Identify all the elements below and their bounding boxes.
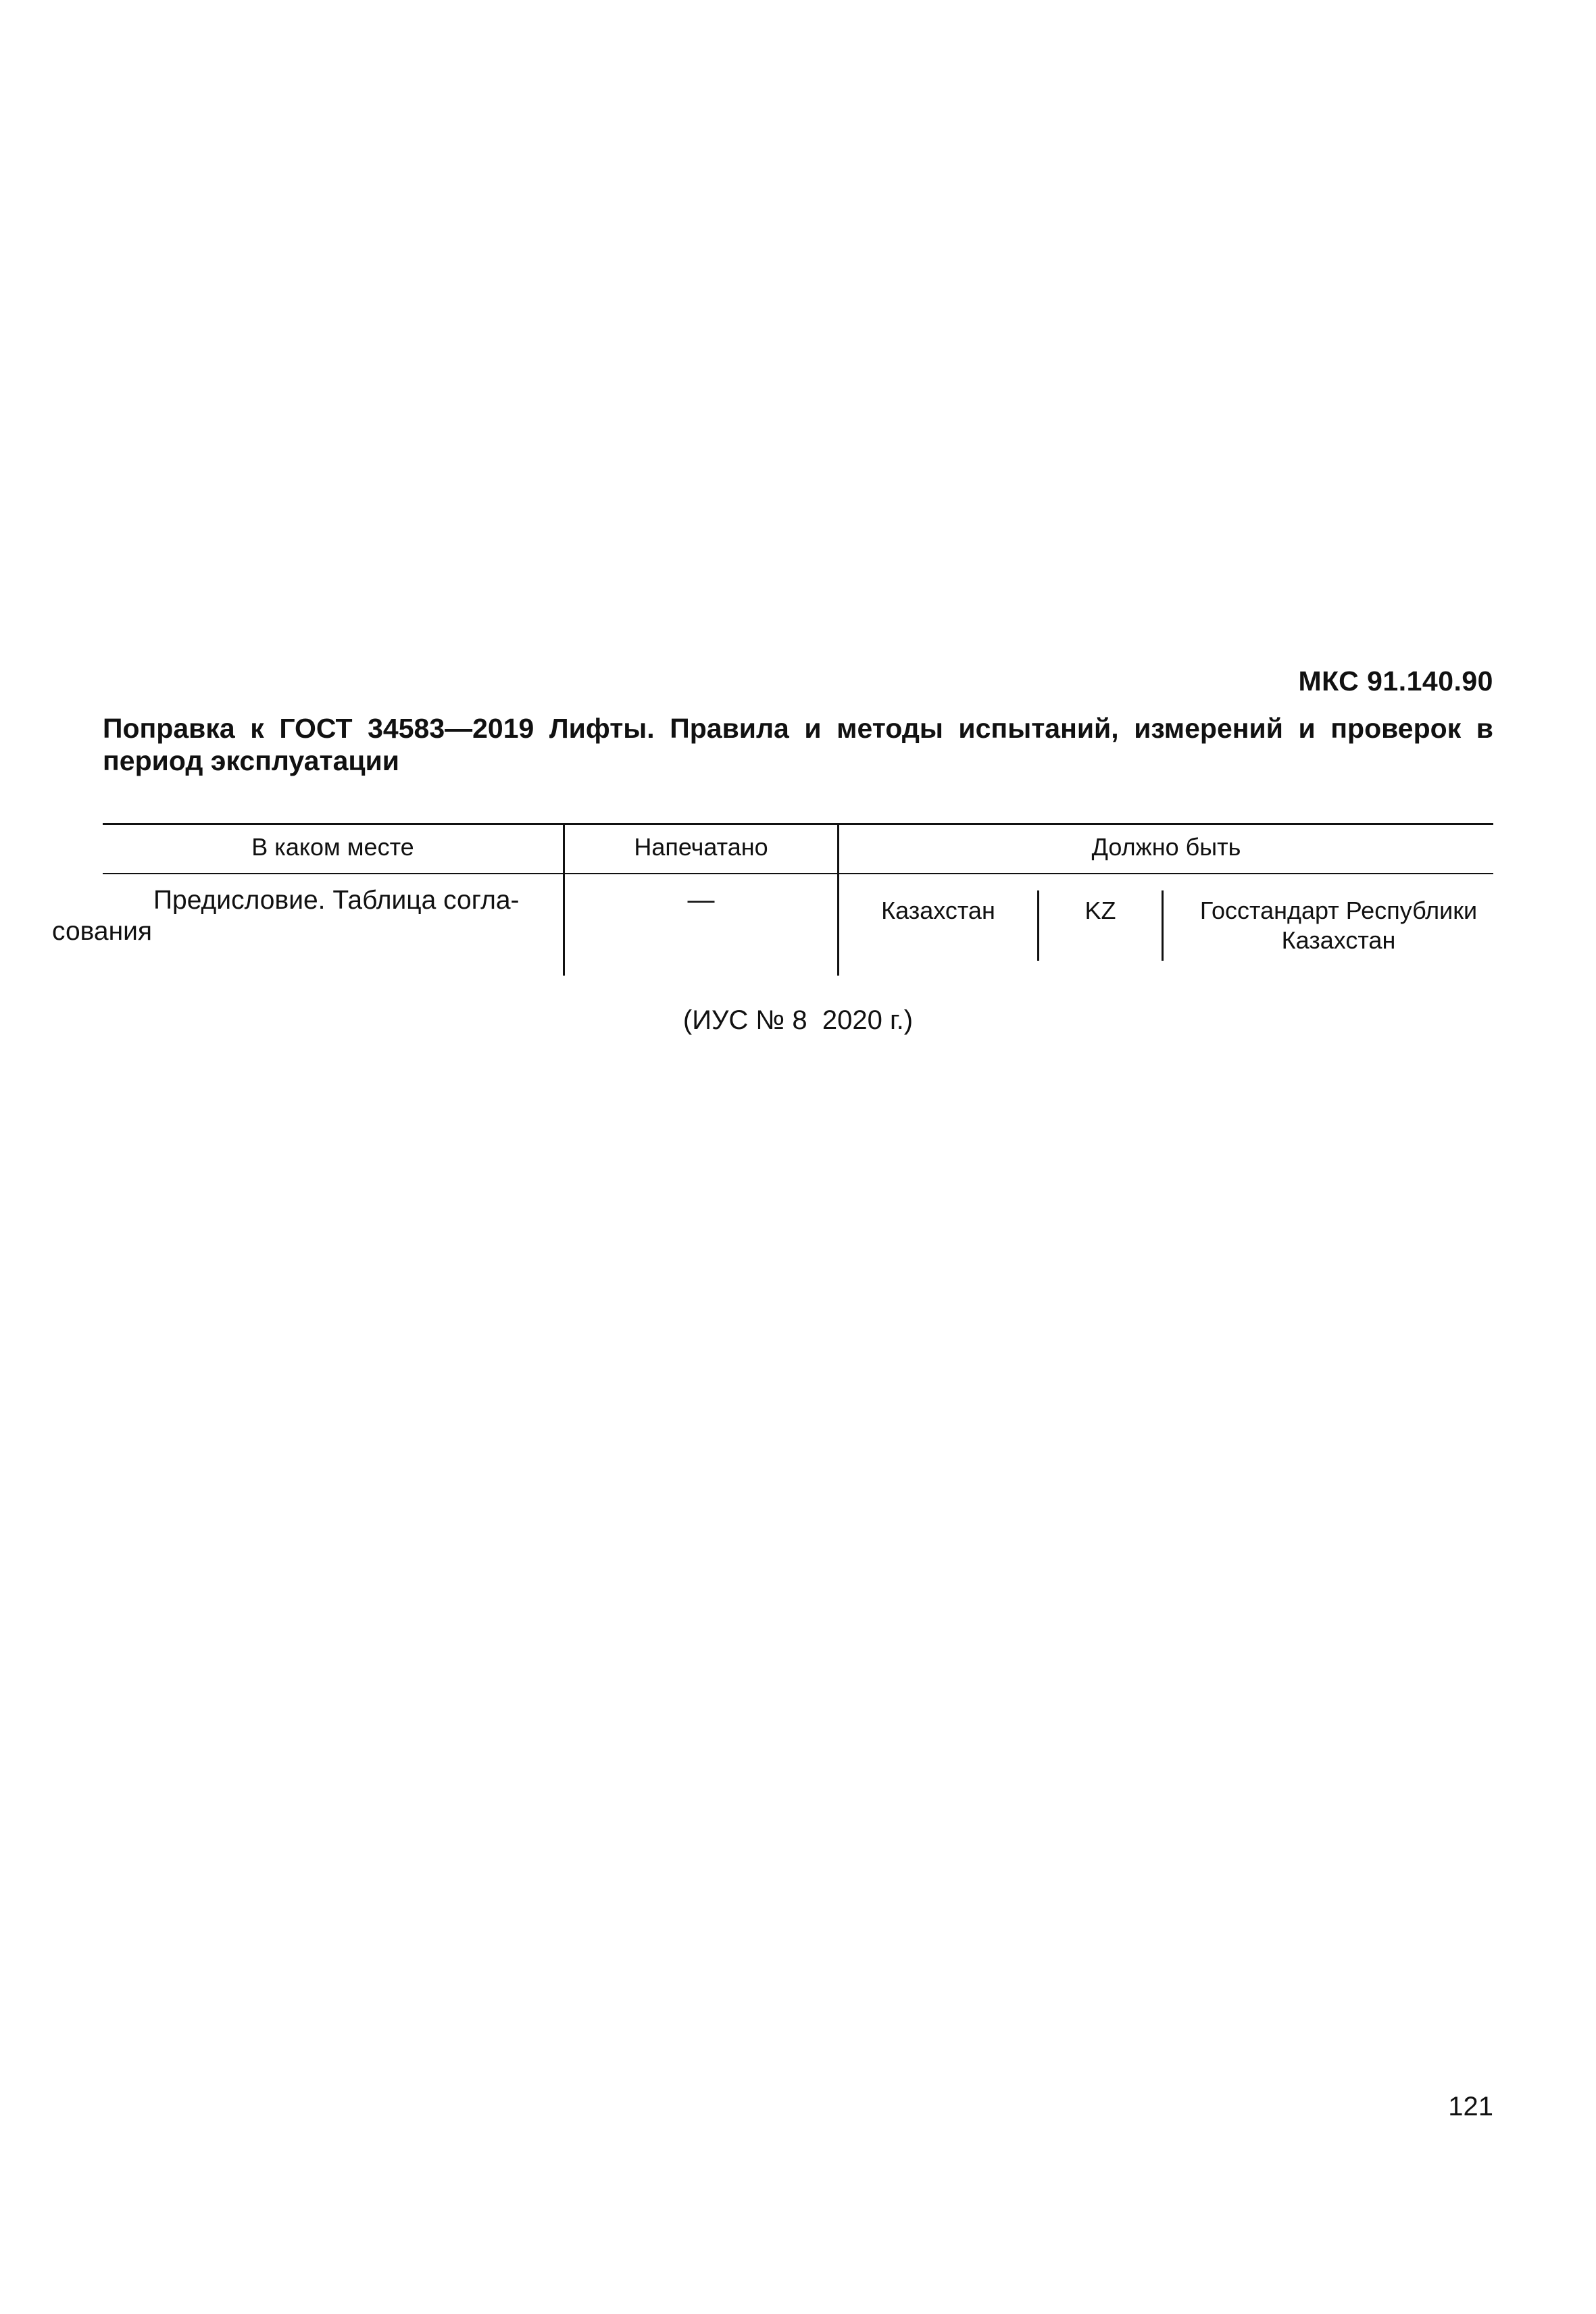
cell-place bbox=[52, 885, 549, 947]
table-top-rule bbox=[103, 823, 1493, 825]
source-reference: (ИУС № 8 2020 г.) bbox=[682, 1005, 914, 1035]
cell-agency: Госстандарт Республики Казахстан bbox=[1199, 897, 1478, 954]
sub-column-divider bbox=[1162, 890, 1164, 961]
page-number: 121 bbox=[1448, 2092, 1493, 2121]
table-header-rule bbox=[103, 873, 1493, 874]
column-header-should-be: Должно быть bbox=[1091, 833, 1241, 861]
column-header-place: В каком месте bbox=[251, 833, 414, 861]
column-header-printed: Напечатано bbox=[634, 833, 768, 861]
cell-country: Казахстан bbox=[881, 897, 995, 924]
place-text-line2: сования bbox=[52, 917, 153, 946]
amendment-table bbox=[52, 823, 1493, 976]
amendment-title: Поправка к ГОСТ 34583—2019 Лифты. Правила и методы испытаний, измерений и проверок в период эксплуатации bbox=[103, 713, 1493, 776]
cell-country-code: KZ bbox=[1084, 897, 1116, 924]
place-text-line1: Предисловие. Таблица согла- bbox=[153, 886, 520, 915]
mks-code: МКС 91.140.90 bbox=[1298, 665, 1493, 697]
cell-printed: — bbox=[687, 885, 715, 915]
